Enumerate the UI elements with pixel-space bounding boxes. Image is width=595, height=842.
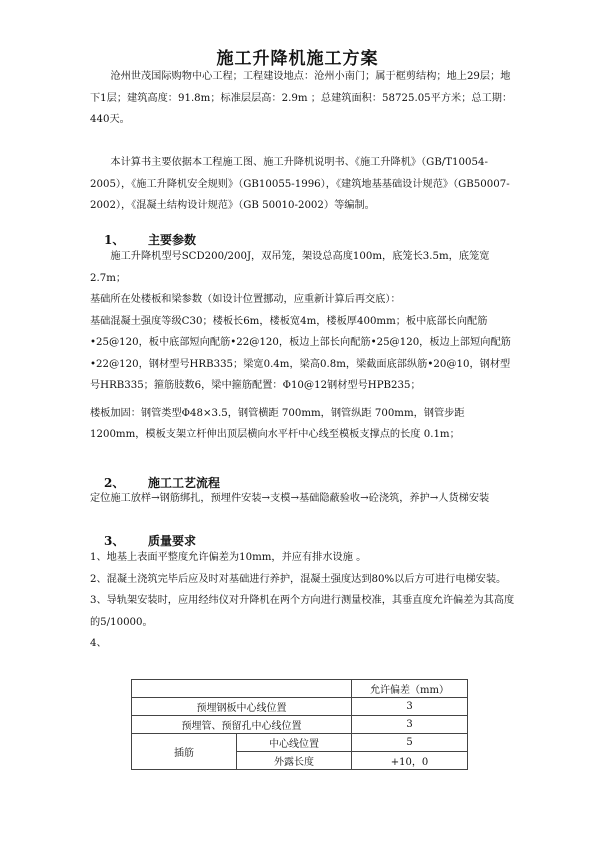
section1-line: 楼板加固：钢管类型Φ48×3.5，钢管横距 700mm，钢管纵距 700mm，钢管步距 1200mm，模板支架立杆伸出顶层横向水平杆中心线至模板支撑点的长度 0.1m； — [90, 407, 465, 440]
section2-text: 定位施工放样→钢筋绑扎，预埋件安装→支模→基础隐蔽验收→砼浇筑，养护→人货梯安装 — [90, 493, 490, 504]
quality-item: 3、导轨架安装时，应用经纬仪对升降机在两个方向进行测量校准，其垂直度允许偏差为其高度的5/10000。 — [90, 595, 515, 628]
section1-number: 1、 — [104, 233, 125, 247]
intro-basis-text: 本计算书主要依据本工程施工图、施工升降机说明书、《施工升降机》（GB/T10054-2005），《施工升降机安全规则》（GB10055-1996），《建筑地基基础设计规范》（GB50007-2002），《混凝土结构设计规范》（GB 50010-2002）等编制。 — [90, 157, 510, 211]
section1-body — [90, 246, 520, 446]
intro-project — [90, 66, 520, 131]
table-header-tolerance: 允许偏差（mm） — [352, 680, 468, 698]
intro-project-text: 沧州世茂国际购物中心工程；工程建设地点：沧州小南门；属于框剪结构；地上29层；地下1层；建筑高度：91.8m；标准层层高：2.9m ；总建筑面积：58725.05平方米；总工期：440天。 — [90, 71, 513, 125]
intro-basis — [90, 152, 520, 217]
tolerance-table — [131, 679, 468, 770]
table-cell-item: 预埋钢板中心线位置 — [132, 698, 352, 716]
quality-item: 2、混凝土浇筑完毕后应及时对基础进行养护，混凝土强度达到80%以后方可进行电梯安装。 — [90, 573, 507, 585]
section1-line: 施工升降机型号SCD200/200J，双吊笼，架设总高度100m，底笼长3.5m，底笼宽2.7m； — [90, 251, 490, 284]
section2-body — [90, 488, 520, 510]
table-row — [132, 716, 468, 734]
table-cell-value: 5 — [352, 734, 468, 752]
table-header-blank — [132, 680, 352, 698]
document-title: 施工升降机施工方案 — [216, 49, 379, 69]
section2-title: 施工工艺流程 — [148, 476, 221, 490]
section3-number: 3、 — [104, 534, 125, 548]
table-row — [132, 734, 468, 752]
table-cell-group: 插筋 — [132, 734, 237, 770]
section3-title: 质量要求 — [148, 534, 197, 548]
table-cell-value: 3 — [352, 716, 468, 734]
section3-body — [90, 547, 520, 655]
table-cell-item: 外露长度 — [237, 752, 352, 770]
table-cell-value: +10，0 — [352, 752, 468, 770]
table-row — [132, 698, 468, 716]
table-cell-item: 中心线位置 — [237, 734, 352, 752]
section1-line: 基础混凝土强度等级C30；楼板长6m，楼板宽4m，楼板厚400mm；板中底部长向配筋•25@120，板中底部短向配筋•22@120，板边上部长向配筋•25@120，板边上部短向配筋•22@120，钢材型号HRB335；梁宽0.4m，梁高0.8m，梁截面底部纵筋•20@10，钢材型号HRB335；箍筋肢数6，梁中箍筋配置：Φ10@12钢材型号HPB235； — [90, 315, 511, 391]
table-cell-value: 3 — [352, 698, 468, 716]
quality-item: 1、地基上表面平整度允许偏差为10mm，并应有排水设施 。 — [90, 552, 367, 563]
section2-number: 2、 — [104, 476, 125, 490]
quality-item: 4、 — [90, 638, 107, 649]
table-cell-item: 预埋管、预留孔中心线位置 — [132, 716, 352, 734]
table-header-row — [132, 680, 468, 698]
section1-line: 基础所在处楼板和梁参数（如设计位置挪动，应重新计算后再交底）： — [90, 294, 401, 305]
section1-title: 主要参数 — [148, 233, 197, 247]
